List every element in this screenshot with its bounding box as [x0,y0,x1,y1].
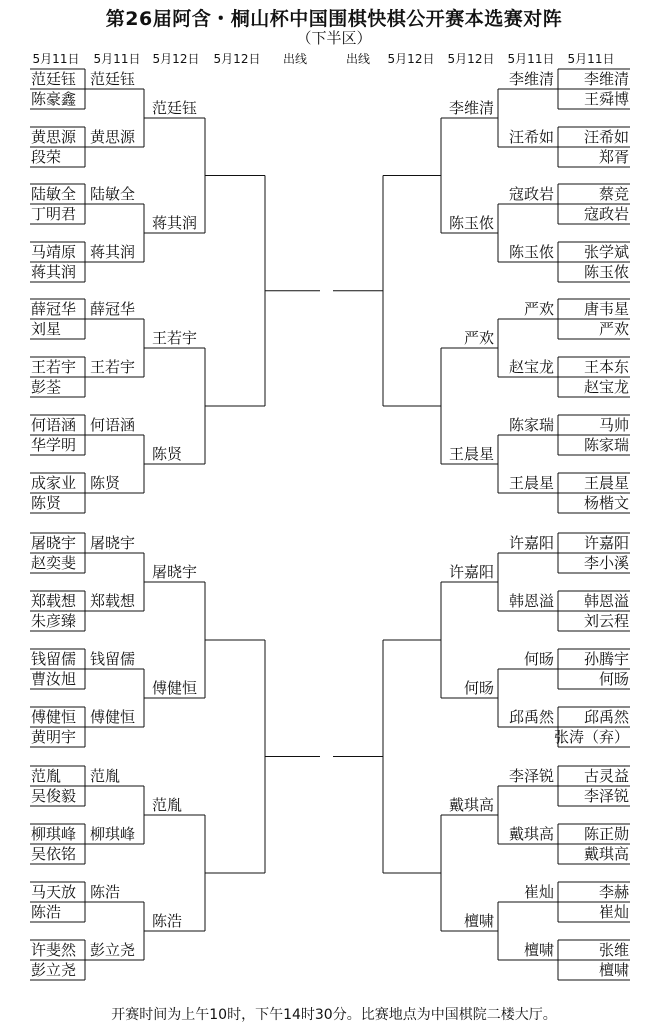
round-header: 5月11日 [32,52,80,66]
player-name: 钱留儒 [31,650,77,668]
player-name: 王晨星 [583,474,629,492]
player-name: 何语涵 [90,416,136,434]
player-name: 汪希如 [508,128,554,146]
player-name: 张学斌 [583,243,629,261]
page-subtitle: （下半区） [296,29,372,47]
player-name: 何旸 [598,670,629,688]
player-name: 陈贤 [152,445,183,463]
player-name: 马帅 [598,416,629,434]
player-name: 陈贤 [31,494,62,512]
player-name: 何旸 [463,679,494,697]
footer-note: 开赛时间为上午10时，下午14时30分。比赛地点为中国棋院二楼大厅。 [111,1007,557,1023]
player-name: 段荣 [31,148,62,166]
player-name: 赵宝龙 [508,358,554,376]
player-name: 严欢 [523,300,554,318]
player-name: 李赫 [598,883,629,901]
round-header: 5月11日 [567,52,615,66]
round-header: 5月12日 [387,52,435,66]
player-name: 范廷钰 [31,70,77,88]
player-name: 郑载想 [90,592,136,610]
player-name: 许斐然 [31,941,77,959]
player-name: 檀啸 [523,941,554,959]
player-name: 刘星 [31,320,62,338]
player-name: 成家业 [31,474,77,492]
round-header: 5月12日 [447,52,495,66]
player-name: 杨楷文 [583,494,629,512]
player-name: 陆敏全 [90,185,136,203]
player-name: 邱禹然 [508,708,554,726]
player-name: 张涛（弃） [553,728,629,746]
player-name: 薛冠华 [31,300,77,318]
player-name: 屠晓宇 [31,534,77,552]
player-name: 檀啸 [463,912,494,930]
player-name: 柳琪峰 [90,825,136,843]
player-name: 王舜博 [583,90,629,108]
player-name: 傅健恒 [31,708,77,726]
player-name: 华学明 [31,436,77,454]
player-name: 傅健恒 [90,708,136,726]
player-name: 郑载想 [31,592,77,610]
player-name: 许嘉阳 [508,534,554,552]
player-name: 陈家瑞 [583,436,629,454]
player-name: 王若宇 [152,329,198,347]
player-name: 蒋其润 [31,263,77,281]
player-name: 吴俊毅 [31,787,77,805]
player-name: 赵宝龙 [583,378,629,396]
player-name: 屠晓宇 [152,563,198,581]
player-name: 李泽锐 [508,767,554,785]
player-name: 彭荃 [31,378,62,396]
player-name: 何旸 [523,650,554,668]
player-name: 王晨星 [448,445,494,463]
player-name: 薛冠华 [90,300,136,318]
player-name: 孙腾宇 [583,650,629,668]
player-name: 范胤 [152,796,183,814]
player-name: 柳琪峰 [31,825,77,843]
player-name: 朱彦臻 [31,612,77,630]
player-name: 彭立尧 [90,941,136,959]
player-name: 寇政岩 [583,205,629,223]
player-name: 李泽锐 [583,787,629,805]
player-name: 陈豪鑫 [31,90,77,108]
player-name: 屠晓宇 [90,534,136,552]
player-name: 陈贤 [90,474,121,492]
player-name: 王若宇 [90,358,136,376]
player-name: 陈正勋 [583,825,629,843]
player-name: 汪希如 [583,128,629,146]
player-name: 陈家瑞 [508,416,554,434]
player-name: 戴琪高 [508,825,554,843]
round-header: 5月12日 [152,52,200,66]
player-name: 丁明君 [31,205,77,223]
player-name: 王本东 [583,358,629,376]
player-name: 戴琪高 [583,845,629,863]
player-name: 许嘉阳 [583,534,629,552]
round-header: 5月12日 [213,52,261,66]
round-header: 5月11日 [93,52,141,66]
round-header: 出线 [282,52,308,66]
round-header: 出线 [345,52,371,66]
player-name: 陈浩 [31,903,62,921]
player-name: 蒋其润 [152,214,198,232]
player-name: 黄思源 [90,128,136,146]
player-name: 黄思源 [31,128,77,146]
player-name: 马天放 [31,883,77,901]
player-name: 陈浩 [90,883,121,901]
player-name: 崔灿 [598,903,629,921]
player-name: 古灵益 [583,767,629,785]
player-name: 韩恩溢 [583,592,629,610]
player-name: 蒋其润 [90,243,136,261]
player-name: 吴依铭 [31,845,77,863]
player-name: 曹汝旭 [31,670,77,688]
player-name: 戴琪高 [448,796,494,814]
player-name: 范胤 [90,767,121,785]
player-name: 陈玉侬 [448,214,494,232]
player-name: 郑胥 [598,148,629,166]
player-name: 严欢 [463,329,494,347]
player-name: 彭立尧 [31,961,77,979]
player-name: 范胤 [31,767,62,785]
player-name: 许嘉阳 [448,563,494,581]
player-name: 刘云程 [583,612,629,630]
player-name: 范廷钰 [90,70,136,88]
player-name: 邱禹然 [583,708,629,726]
player-name: 陈玉侬 [508,243,554,261]
player-name: 寇政岩 [508,185,554,203]
player-name: 陈玉侬 [583,263,629,281]
player-name: 李维清 [508,70,554,88]
page-title: 第26届阿含・桐山杯中国围棋快棋公开赛本选赛对阵 [105,8,563,30]
player-name: 陆敏全 [31,185,77,203]
player-name: 檀啸 [598,961,629,979]
player-name: 范廷钰 [152,99,198,117]
player-name: 钱留儒 [90,650,136,668]
player-name: 李维清 [583,70,629,88]
player-name: 唐韦星 [583,300,629,318]
player-name: 张维 [598,941,629,959]
player-name: 陈浩 [152,912,183,930]
round-header: 5月11日 [507,52,555,66]
player-name: 傅健恒 [152,679,198,697]
player-name: 崔灿 [523,883,554,901]
player-name: 黄明宇 [31,728,77,746]
player-name: 蔡竞 [598,185,629,203]
player-name: 李小溪 [583,554,629,572]
player-name: 王若宇 [31,358,77,376]
player-name: 何语涵 [31,416,77,434]
player-name: 李维清 [448,99,494,117]
player-name: 王晨星 [508,474,554,492]
player-name: 赵奕斐 [31,554,77,572]
player-name: 严欢 [598,320,629,338]
player-name: 韩恩溢 [508,592,554,610]
player-name: 马靖原 [31,243,77,261]
